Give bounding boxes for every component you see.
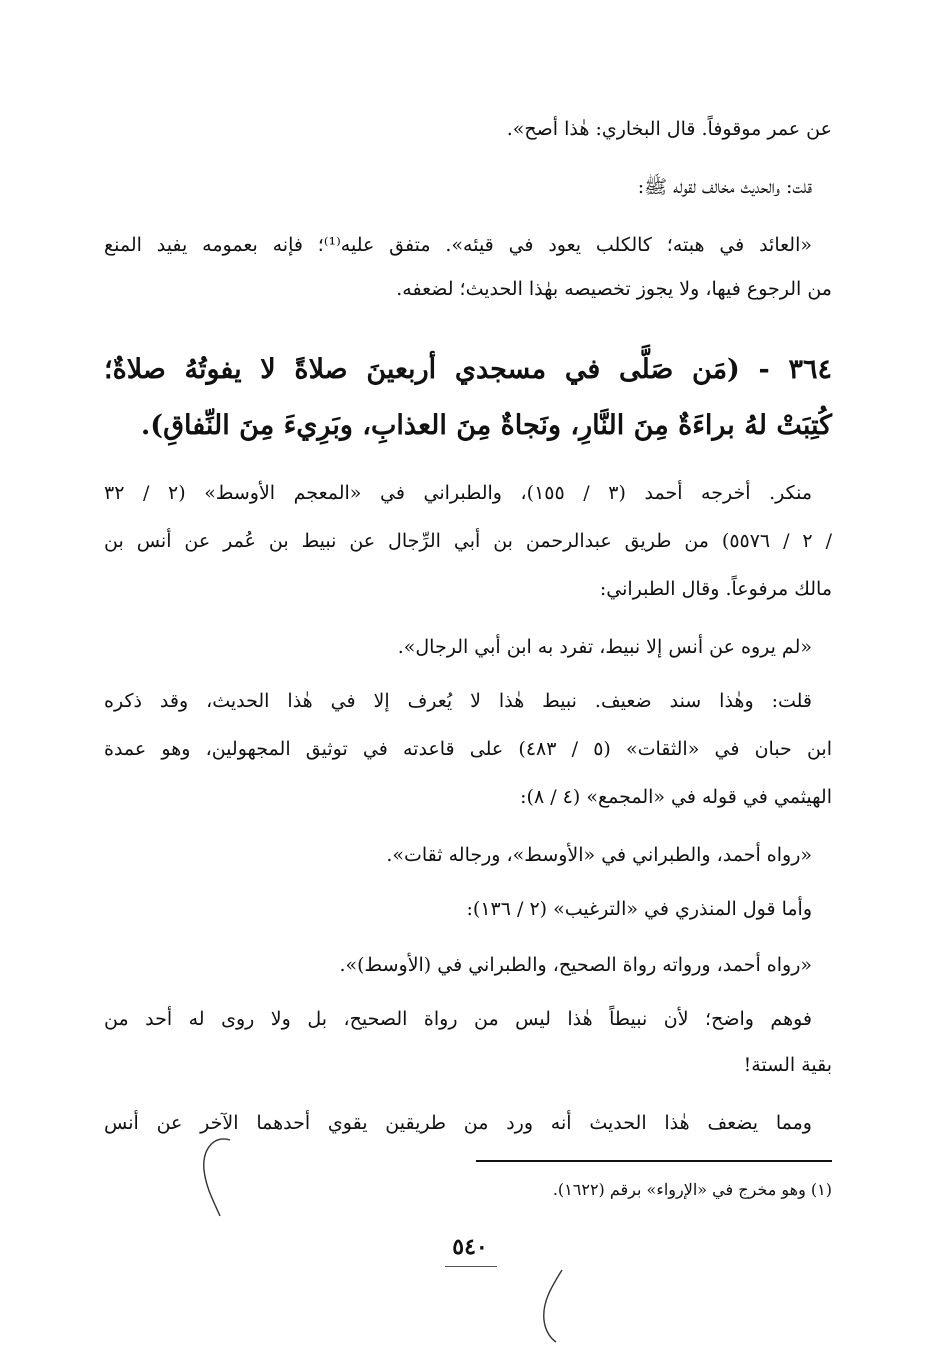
paragraph-2-line-2: ابن حبان في «الثقات» (٥ / ٤٨٣) على قاعدته في توثيق المجهولين، وهو عمدة	[104, 738, 832, 760]
pen-stroke-mark	[190, 1130, 240, 1220]
paragraph-2-line-1: قلت: وهٰذا سند ضعيف. نبيط هٰذا لا يُعرف إلا في هٰذا الحديث، وقد ذكره	[104, 690, 812, 712]
hadith-heading-line-1: ٣٦٤ - (مَن صَلَّى في مسجدي أربعينَ صلاةً لا يفوتُهُ صلاةٌ؛	[104, 354, 832, 385]
hadith-heading-line-2: كُتِبَتْ لهُ براءَةٌ مِنَ النَّارِ، ونَجاةٌ مِنَ العذابِ، وبَرِيءَ مِنَ النِّفاقِ).	[140, 410, 832, 441]
text-line-1: عن عمر موقوفاً. قال البخاري: هٰذا أصح».	[506, 118, 832, 140]
paragraph-1-line-2: / ٢ / ٥٥٧٦) من طريق عبدالرحمن بن أبي الرِّجال عن نبيط بن عُمر عن أنس بن	[104, 530, 832, 552]
page-number-underline	[445, 1266, 497, 1267]
pen-stroke-mark-bottom	[534, 1266, 570, 1346]
paragraph-4-line-1: فوهم واضح؛ لأن نبيطاً هٰذا ليس من رواة الصحيح، بل ولا روى له أحد من	[104, 1008, 812, 1030]
paragraph-5-line-1: ومما يضعف هٰذا الحديث أنه ورد من طريقين يقوي أحدهما الآخر عن أنس	[104, 1112, 812, 1134]
quote-3: «رواه أحمد، ورواته رواة الصحيح، والطبراني في (الأوسط)».	[339, 954, 812, 976]
page-number: ٥٤٠	[452, 1234, 488, 1260]
paragraph-3: وأما قول المنذري في «الترغيب» (٢ / ١٣٦):	[466, 898, 812, 920]
quote-1: «لم يروه عن أنس إلا نبيط، تفرد به ابن أبي الرجال».	[397, 636, 812, 658]
text-line-4: من الرجوع فيها، ولا يجوز تخصيصه بهٰذا الحديث؛ لضعفه.	[396, 278, 832, 300]
paragraph-2-line-3: الهيثمي في قوله في «المجمع» (٤ / ٨):	[520, 786, 832, 808]
paragraph-1-line-3: مالك مرفوعاً. وقال الطبراني:	[599, 578, 832, 600]
paragraph-4-line-2: بقية الستة!	[743, 1054, 832, 1076]
text-line-3: «العائد في هبته؛ كالكلب يعود في قيئه». متفق عليه⁽¹⁾؛ فإنه بعمومه يفيد المنع	[104, 234, 812, 256]
quote-2: «رواه أحمد، والطبراني في «الأوسط»، ورجاله ثقات».	[386, 844, 812, 866]
paragraph-1-line-1: منكر. أخرجه أحمد (٣ / ١٥٥)، والطبراني في «المعجم الأوسط» (٢ / ٣٢	[104, 482, 813, 504]
text-line-2: قلت: والحديث مخالف لقوله ﷺ:	[637, 176, 812, 198]
footnote-separator	[476, 1160, 832, 1162]
footnote: (١) وهو مخرج في «الإرواء» برقم (١٦٢٢).	[552, 1180, 832, 1199]
